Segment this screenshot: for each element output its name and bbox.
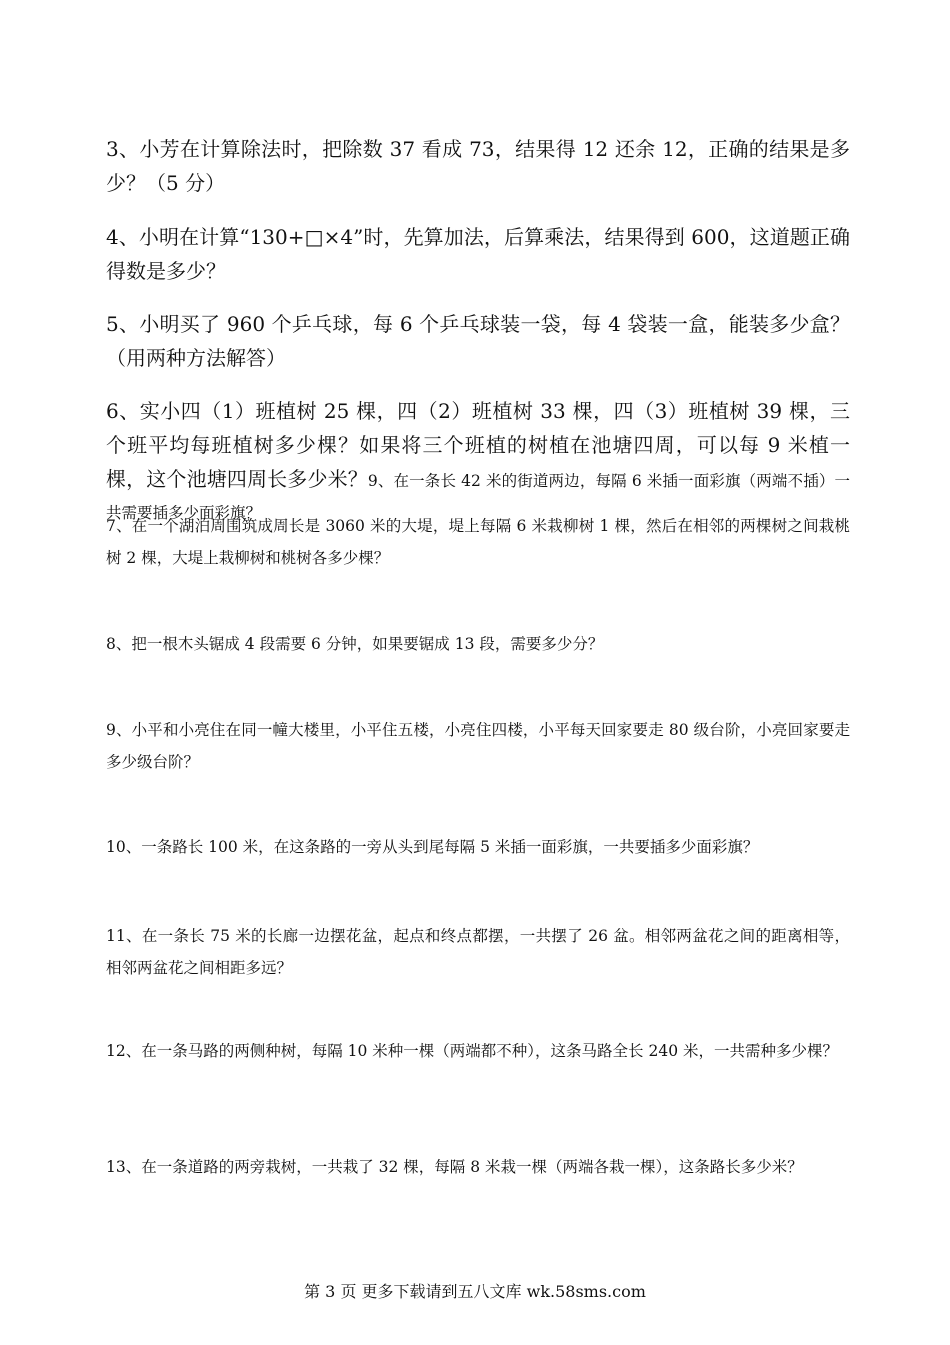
question-8: 8、把一根木头锯成 4 段需要 6 分钟，如果要锯成 13 段，需要多少分？ (106, 635, 604, 653)
question-13: 13、在一条道路的两旁栽树，一共栽了 32 棵，每隔 8 米栽一棵（两端各栽一棵），这条路长多少米？ (106, 1158, 803, 1176)
question-6: 6、实小四（1）班植树 25 棵，四（2）班植树 33 棵，四（3）班植树 39 棵，三个班平均每班植树多少棵？如果将三个班植的树植在池塘四周，可以每 9 米植一棵，这个池塘四周长多少米？ (106, 399, 850, 491)
question-5: 5、小明买了 960 个乒乓球，每 6 个乒乓球装一袋，每 4 袋装一盒，能装多少盒？（用两种方法解答） (106, 312, 850, 370)
question-9: 9、小平和小亮住在同一幢大楼里，小平住五楼，小亮住四楼，小平每天回家要走 80 级台阶，小亮回家要走多少级台阶？ (106, 721, 850, 771)
question-6-appended: 9、在一条长 42 米的街道两边，每隔 6 米插一面彩旗（两端不插）一共需要插多少面彩旗？ (106, 472, 850, 522)
question-12: 12、在一条马路的两侧种树，每隔 10 米种一棵（两端都不种），这条马路全长 240 米，一共需种多少棵？ (106, 1042, 838, 1060)
question-7: 7、在一个湖泊周围筑成周长是 3060 米的大堤，堤上每隔 6 米栽柳树 1 棵，然后在相邻的两棵树之间栽桃树 2 棵，大堤上栽柳树和桃树各多少棵？ (106, 517, 850, 567)
question-4: 4、小明在计算“130+□×4”时，先算加法，后算乘法，结果得到 600，这道题正确得数是多少？ (106, 225, 850, 283)
question-10: 10、一条路长 100 米，在这条路的一旁从头到尾每隔 5 米插一面彩旗，一共要插多少面彩旗？ (106, 838, 759, 856)
page-footer: 第 3 页 更多下载请到五八文库 wk.58sms.com (304, 1282, 646, 1301)
question-11: 11、在一条长 75 米的长廊一边摆花盆，起点和终点都摆，一共摆了 26 盆。相邻两盆花之间的距离相等，相邻两盆花之间相距多远？ (106, 927, 850, 977)
question-3: 3、小芳在计算除法时，把除数 37 看成 73，结果得 12 还余 12，正确的结果是多少？（5 分） (106, 137, 850, 195)
question-6-block (106, 394, 850, 529)
